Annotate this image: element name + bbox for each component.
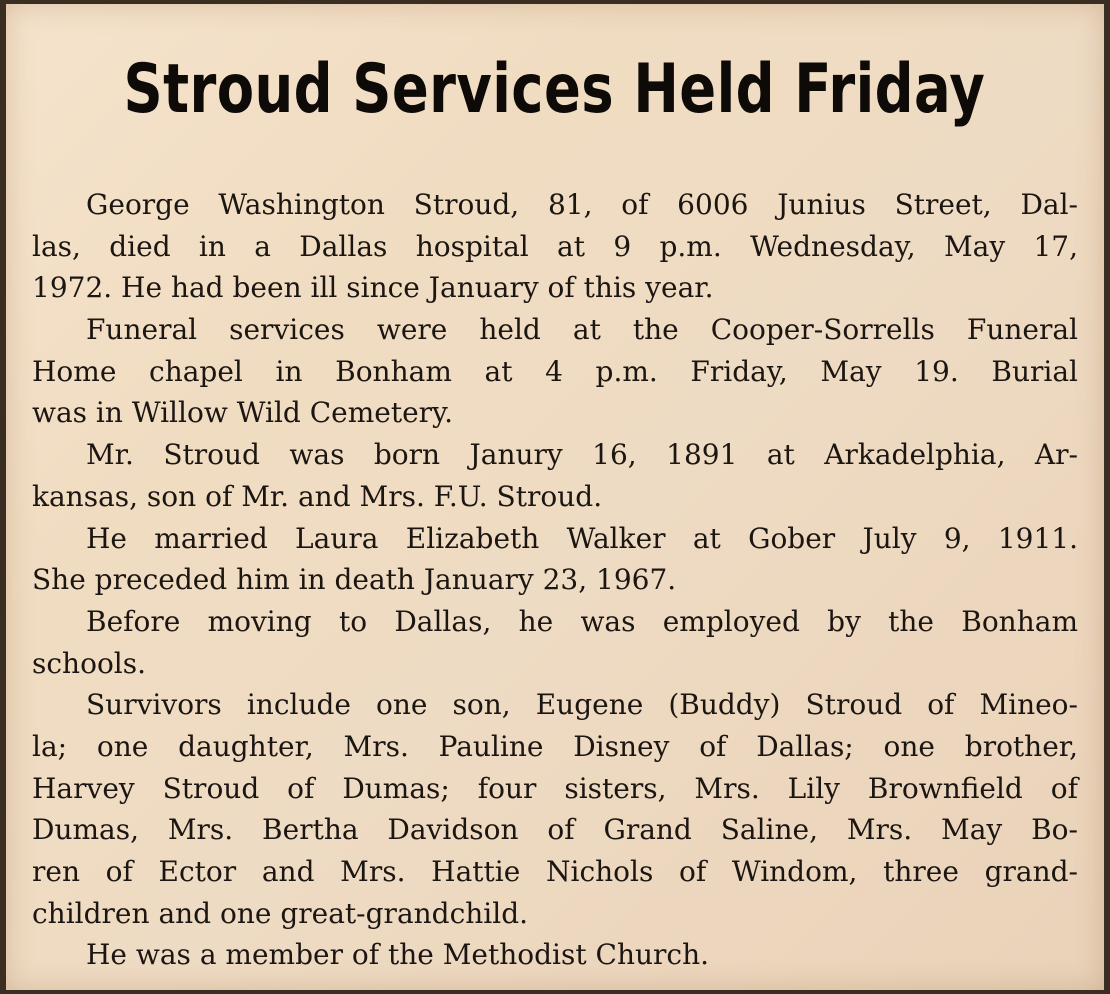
article-line: 1972. He had been ill since January of this year.	[32, 271, 714, 305]
article-line: Home chapel in Bonham at 4 p.m. Friday, May 19. Burial	[32, 354, 1078, 388]
newspaper-clipping	[6, 4, 1104, 990]
article-line: Before moving to Dallas, he was employed by the Bonham	[86, 604, 1078, 638]
article-line: He married Laura Elizabeth Walker at Gober July 9, 1911.	[86, 521, 1078, 555]
article-line: schools.	[32, 646, 147, 680]
article-line: Survivors include one son, Eugene (Buddy) Stroud of Mineo-	[86, 688, 1078, 722]
headline: Stroud Services Held Friday	[123, 50, 986, 129]
article-line: la; one daughter, Mrs. Pauline Disney of Dallas; one brother,	[32, 729, 1078, 763]
article-line: She preceded him in death January 23, 1967.	[32, 563, 677, 597]
article-line: las, died in a Dallas hospital at 9 p.m. Wednesday, May 17,	[32, 229, 1078, 263]
article-line: Harvey Stroud of Dumas; four sisters, Mrs. Lily Brownfield of	[32, 771, 1078, 805]
article-line: ren of Ector and Mrs. Hattie Nichols of Windom, three grand-	[32, 855, 1078, 888]
article-line: Dumas, Mrs. Bertha Davidson of Grand Saline, Mrs. May Bo-	[32, 813, 1078, 847]
article-line: Mr. Stroud was born Janury 16, 1891 at Arkadelphia, Ar-	[86, 438, 1078, 472]
article-line: was in Willow Wild Cemetery.	[32, 396, 454, 430]
article-line: children and one great-grandchild.	[32, 896, 529, 930]
article-line: kansas, son of Mr. and Mrs. F.U. Stroud.	[32, 479, 603, 513]
article-line: George Washington Stroud, 81, of 6006 Junius Street, Dal-	[86, 188, 1078, 221]
article-line: Funeral services were held at the Cooper-Sorrells Funeral	[86, 313, 1078, 347]
article-body	[32, 184, 1078, 976]
article-line: He was a member of the Methodist Church.	[86, 938, 710, 972]
